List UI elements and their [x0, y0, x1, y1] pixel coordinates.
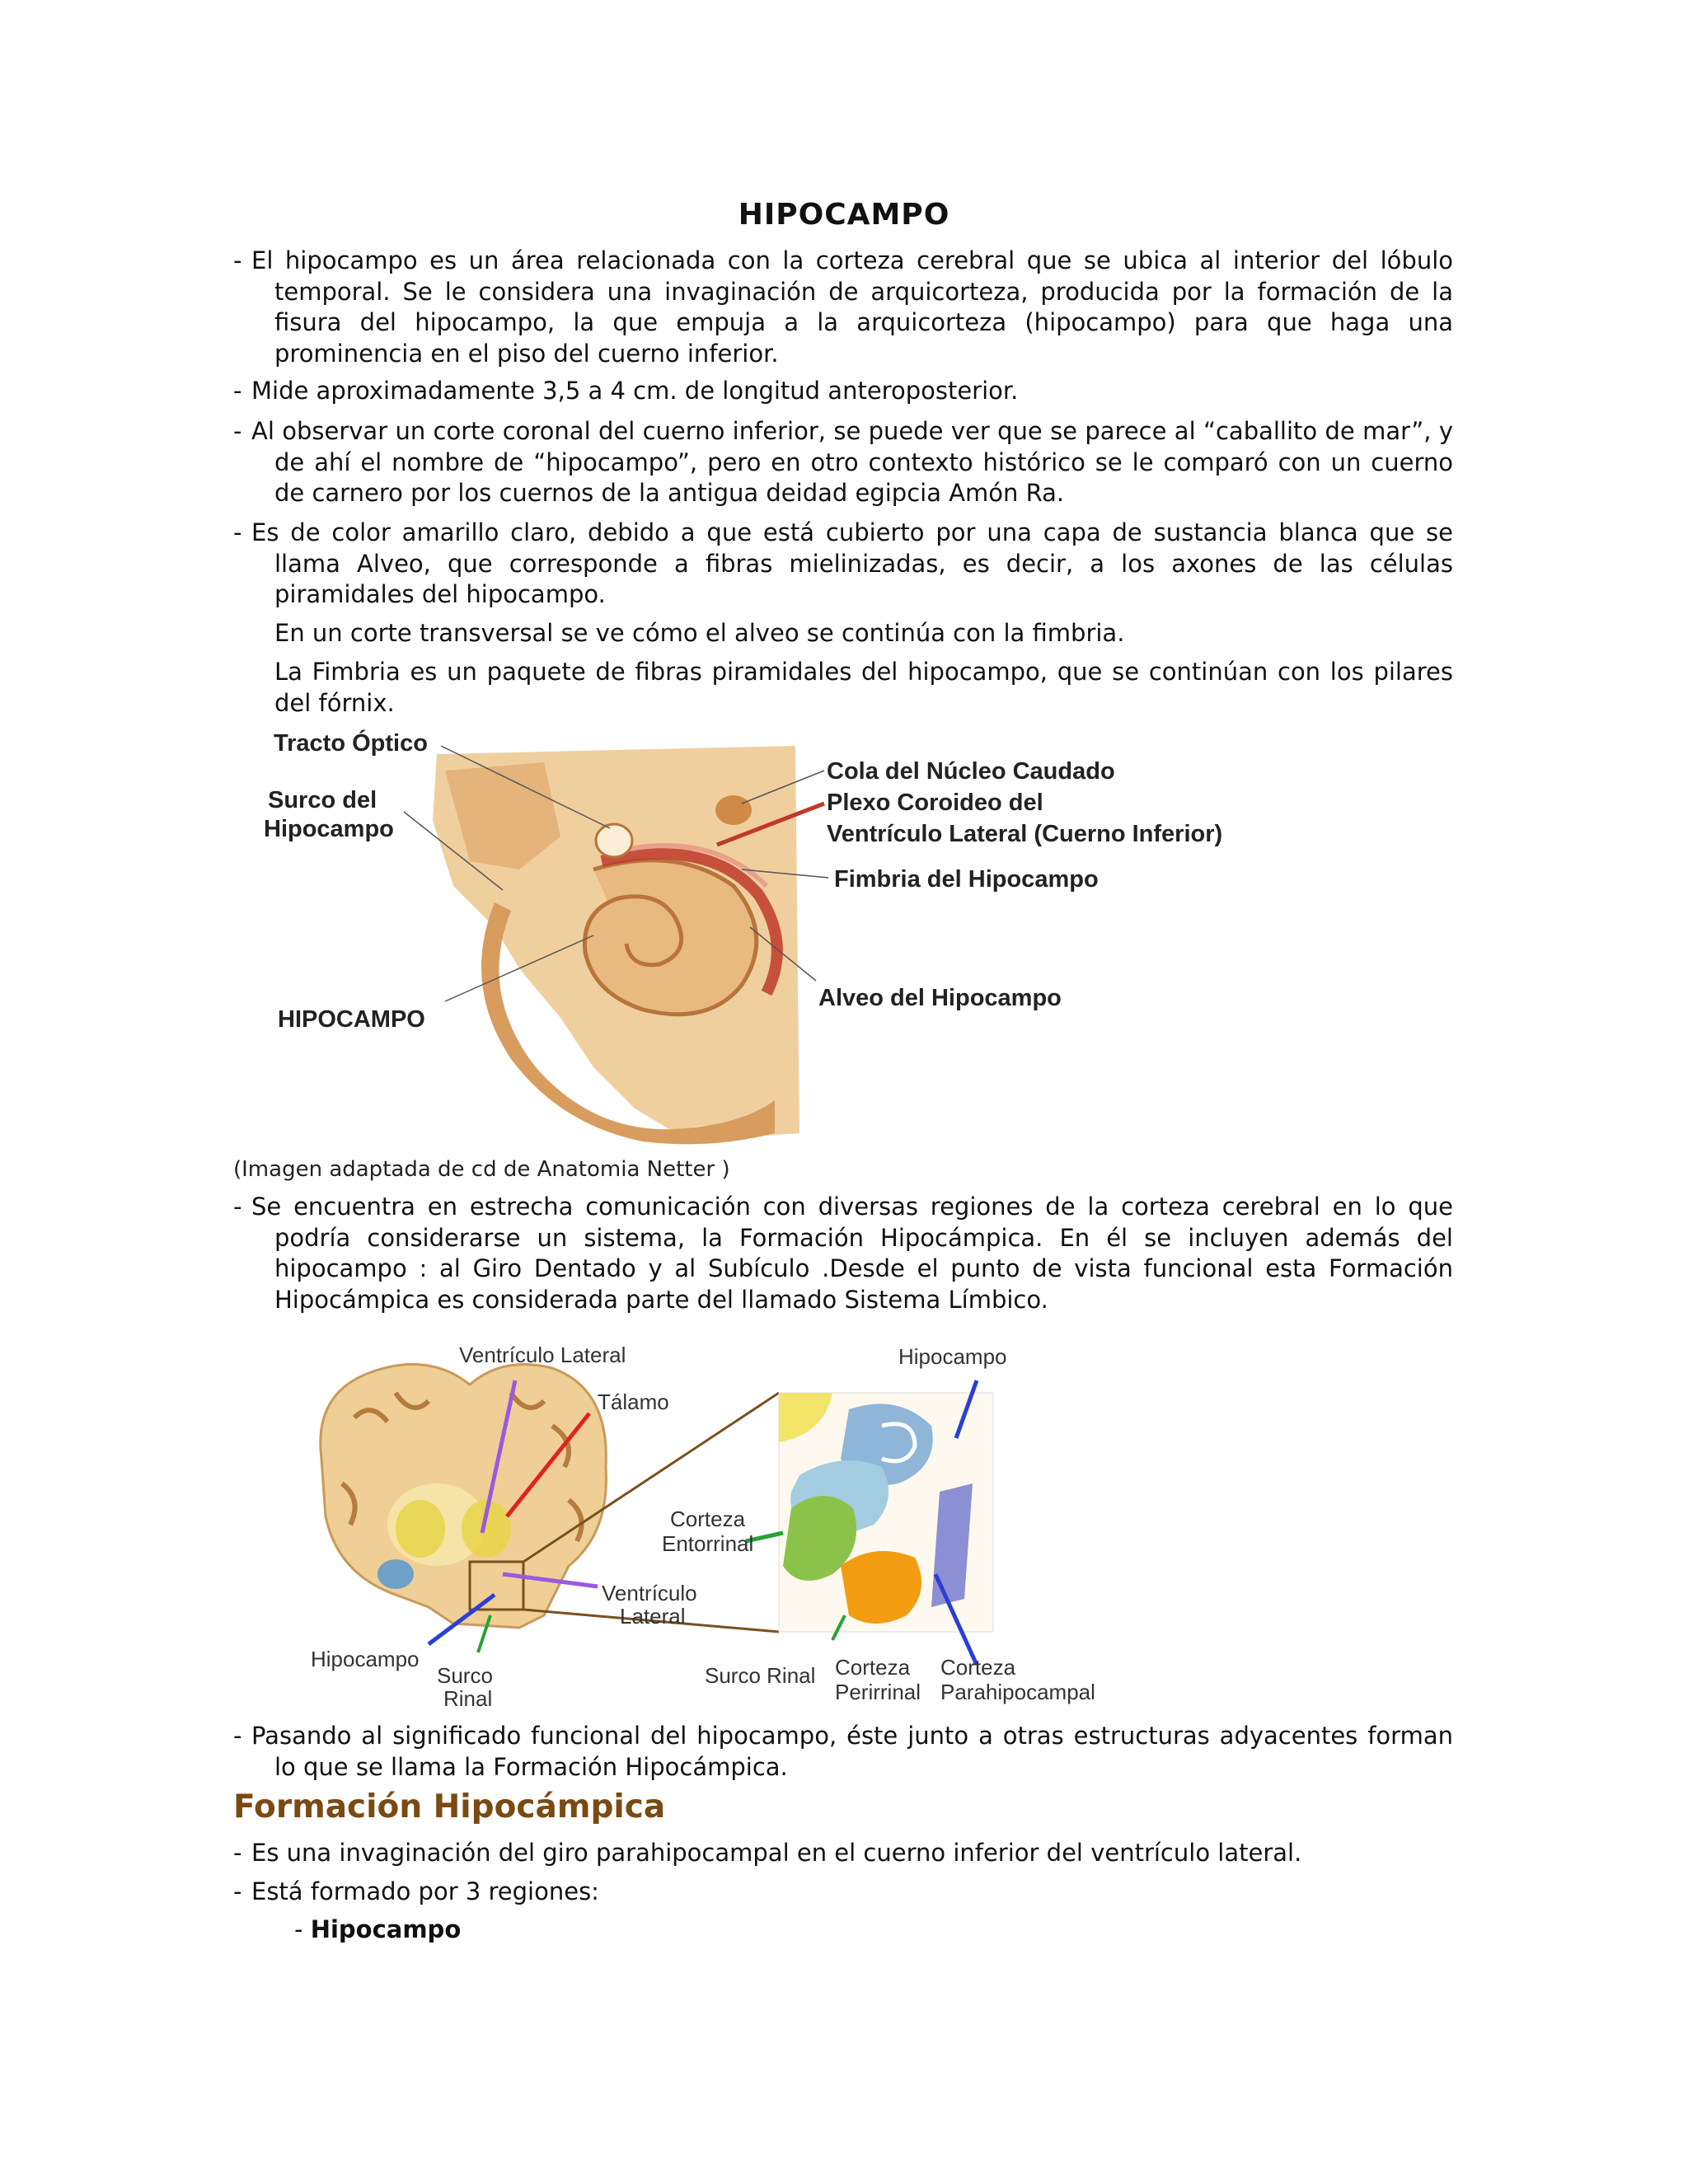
- thalamus-left: [396, 1500, 445, 1558]
- label-surco-b: Rinal: [443, 1686, 493, 1711]
- label-surco-a: Surco: [437, 1663, 493, 1688]
- page-title: HIPOCAMPO: [738, 198, 950, 232]
- paragraph-3: [233, 416, 1453, 509]
- label-surco-1: Surco del: [268, 787, 377, 813]
- plain-line-2: La Fimbria es un paquete de fibras piramidales del hipocampo, que se continúan con los pilares del fórnix.: [274, 658, 1453, 717]
- label-ventriculo-2a: Ventrículo: [602, 1581, 697, 1605]
- label-corteza-entorrinal-1: Corteza: [670, 1507, 746, 1531]
- label-hipocampo: HIPOCAMPO: [278, 1006, 425, 1033]
- bullet-dash: -: [233, 518, 242, 546]
- label-plexo-2: Ventrículo Lateral (Cuerno Inferior): [827, 821, 1223, 847]
- paragraph-2: [233, 376, 1453, 407]
- section-item-2: [233, 1877, 1453, 1908]
- section-item-2-text: Está formado por 3 regiones:: [251, 1877, 599, 1905]
- subitem-dash: -: [294, 1915, 303, 1943]
- hippocampal-formation-figure: [305, 1343, 1129, 1718]
- label-hipocampo-top: Hipocampo: [898, 1344, 1007, 1369]
- section-item-1-text: Es una invaginación del giro parahipocampal en el cuerno inferior del ventrículo lateral.: [251, 1839, 1302, 1867]
- label-cola-caudado: Cola del Núcleo Caudado: [827, 758, 1115, 785]
- bullet-dash: -: [233, 1722, 242, 1750]
- hippocampus-section-figure: [247, 721, 1286, 1150]
- label-plexo-1: Plexo Coroideo del: [827, 790, 1043, 816]
- label-corteza-entorrinal-2: Entorrinal: [662, 1531, 754, 1556]
- section-item-1: [233, 1838, 1453, 1869]
- label-ventriculo-2b: Lateral: [620, 1604, 686, 1629]
- label-surco-rinal-right: Surco Rinal: [705, 1663, 816, 1688]
- label-alveo: Alveo del Hipocampo: [818, 985, 1062, 1011]
- bullet-dash: -: [233, 246, 242, 274]
- label-surco-2: Hipocampo: [264, 816, 394, 842]
- bullet-dash: -: [233, 1877, 242, 1905]
- plain-line-1: En un corte transversal se ve cómo el alveo se continúa con la fimbria.: [274, 619, 1125, 647]
- bullet-dash: -: [233, 417, 242, 445]
- paragraph-3-text: Al observar un corte coronal del cuerno inferior, se puede ver que se parece al “caballito de mar”, y de ahí el nombre de “hipocampo”, pero en otro contexto histórico se le comparó con un cuerno de carnero por los cuernos de la antigua deidad egipcia Amón Ra.: [251, 417, 1453, 507]
- label-hipocampo-left: Hipocampo: [311, 1647, 420, 1671]
- paragraph-1: [233, 246, 1453, 369]
- label-ventriculo-lateral: Ventrículo Lateral: [459, 1343, 626, 1367]
- bullet-dash: -: [233, 377, 242, 405]
- label-fimbria: Fimbria del Hipocampo: [834, 866, 1099, 893]
- paragraph-5-text: Se encuentra en estrecha comunicación con diversas regiones de la corteza cerebral en lo que podría considerarse un sistema, la Formación Hipocámpica. En él se incluyen además del hipocampo : al Giro Dentado y al Subículo .Desde el punto de vista funcional esta Formación Hipocámpica es considerada parte del llamado Sistema Límbico.: [251, 1193, 1453, 1314]
- label-corteza-peri-2: Perirrinal: [835, 1680, 921, 1704]
- paragraph-5: [233, 1192, 1453, 1315]
- hippocampus-blue-small: [377, 1559, 414, 1589]
- subitem-label: Hipocampo: [310, 1915, 462, 1943]
- paragraph-4-text: Es de color amarillo claro, debido a que está cubierto por una capa de sustancia blanca que se llama Alveo, que corresponde a fibras mielinizadas, es decir, a los axones de las células piramidales del hipocampo.: [251, 518, 1453, 608]
- label-tracto-optico: Tracto Óptico: [274, 730, 428, 757]
- label-talamo: Tálamo: [598, 1390, 669, 1414]
- label-corteza-para-2: Parahipocampal: [940, 1680, 1095, 1704]
- bullet-dash: -: [233, 1839, 242, 1867]
- paragraph-6: [233, 1721, 1453, 1783]
- paragraph-4: [233, 518, 1453, 611]
- paragraph-1-text: El hipocampo es un área relacionada con la corteza cerebral que se ubica al interior del lóbulo temporal. Se le considera una invaginación de arquicorteza, producida por la formación de la fisura del hipocampo, la que empuja a la arquicorteza (hipocampo) para que haga una prominencia en el piso del cuerno inferior.: [251, 246, 1453, 368]
- figure-caption: (Imagen adaptada de cd de Anatomia Netter ): [233, 1157, 730, 1182]
- label-corteza-para-1: Corteza: [940, 1655, 1016, 1680]
- label-corteza-peri-1: Corteza: [835, 1655, 911, 1680]
- bullet-dash: -: [233, 1193, 242, 1221]
- paragraph-6-text: Pasando al significado funcional del hipocampo, éste junto a otras estructuras adyacentes forman lo que se llama la Formación Hipocámpica.: [251, 1722, 1453, 1781]
- subitem-hipocampo: [294, 1915, 461, 1943]
- caudate-tail: [715, 795, 752, 825]
- hippocampus-curl: [585, 860, 757, 1015]
- section-heading: Formación Hipocámpica: [233, 1788, 666, 1825]
- paragraph-2-text: Mide aproximadamente 3,5 a 4 cm. de longitud anteroposterior.: [251, 377, 1019, 405]
- optic-tract-oval: [596, 824, 632, 857]
